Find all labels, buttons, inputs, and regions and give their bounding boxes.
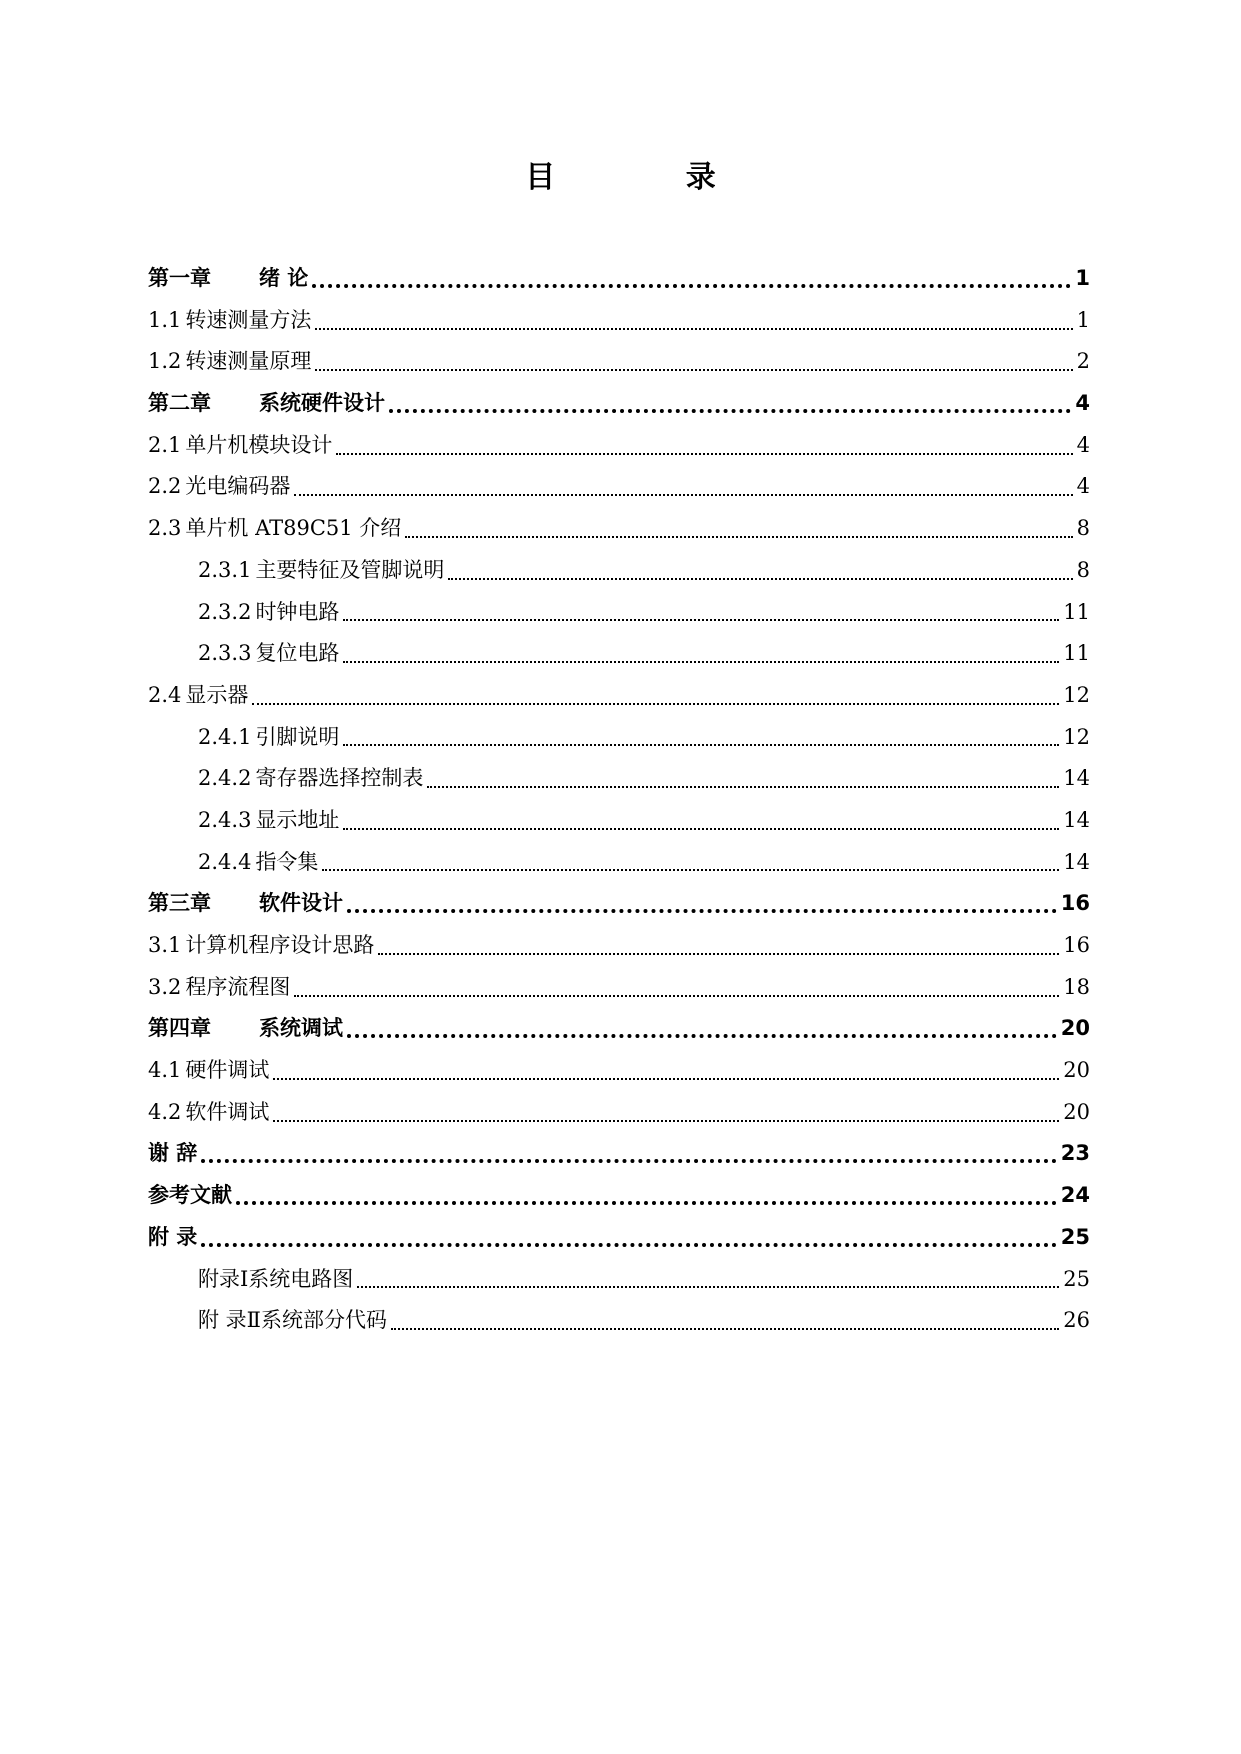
- toc-entry[interactable]: [148, 300, 1090, 342]
- toc-entry-label: [148, 425, 332, 467]
- toc-entry-label: [148, 466, 290, 508]
- toc-entry[interactable]: [148, 1300, 1090, 1342]
- toc-entry-number: 第三章: [148, 891, 211, 916]
- toc-entry-number: 第二章: [148, 391, 211, 416]
- toc-entry-page: 18: [1063, 974, 1090, 999]
- toc-entry[interactable]: [148, 592, 1090, 634]
- toc-entry-label: [148, 883, 343, 925]
- toc-entry-number: 3.1: [148, 933, 182, 957]
- toc-entry[interactable]: [148, 717, 1090, 759]
- toc-entry-page: 24: [1060, 1183, 1090, 1208]
- toc-entry-page: 25: [1063, 1266, 1090, 1291]
- dot-leader: [273, 1078, 1059, 1080]
- toc-entry-title: 单片机 AT89C51 介绍: [185, 516, 402, 541]
- toc-entry-page: 8: [1076, 557, 1090, 582]
- toc-entry-page: 25: [1060, 1224, 1090, 1249]
- toc-entry-title: 显示器: [185, 682, 249, 707]
- toc-entry[interactable]: [148, 1092, 1090, 1134]
- toc-entry-title: 附录Ⅰ系统电路图: [198, 1266, 354, 1291]
- toc-entry-title: 参考文献: [148, 1183, 232, 1208]
- toc-entry[interactable]: [148, 258, 1090, 300]
- toc-entry[interactable]: [148, 842, 1090, 884]
- dot-leader: [273, 1120, 1059, 1122]
- toc-entry-number: 4.1: [148, 1058, 182, 1083]
- toc-entry-title: 软件调试: [185, 1099, 270, 1124]
- dot-leader: [343, 828, 1059, 830]
- toc-entry-label: [148, 258, 308, 300]
- toc-entry-title: 系统调试: [259, 1016, 343, 1041]
- toc-entry-number: 2.4.3: [198, 807, 252, 832]
- toc-entry-title: 复位电路: [255, 641, 340, 666]
- dot-leader: [312, 284, 1071, 288]
- toc-entry-page: 14: [1063, 849, 1090, 874]
- toc-entry[interactable]: [148, 1217, 1090, 1259]
- toc-entry[interactable]: [148, 883, 1090, 925]
- toc-entry[interactable]: [148, 1133, 1090, 1175]
- toc-entry-page: 4: [1076, 432, 1090, 457]
- toc-entry-page: 20: [1060, 1016, 1090, 1041]
- toc-entry-number: 2.4.2: [198, 766, 252, 791]
- dot-leader: [343, 619, 1059, 621]
- toc-entry-label: [148, 1092, 269, 1134]
- toc-entry-title: 显示地址: [255, 807, 340, 832]
- toc-entry-label: [198, 1259, 353, 1301]
- toc-entry-label: [148, 1175, 232, 1217]
- dot-leader: [405, 536, 1072, 538]
- toc-entry-number: 2.1: [148, 432, 182, 457]
- dot-leader: [343, 744, 1059, 746]
- toc-entry-page: 12: [1063, 724, 1090, 749]
- toc-entry-number: 2.2: [148, 474, 182, 499]
- toc-entry-title: 指令集: [255, 849, 319, 874]
- toc-entry-page: 4: [1076, 474, 1090, 499]
- toc-entry-page: 11: [1063, 599, 1090, 624]
- toc-entry-label: [198, 717, 339, 759]
- toc-entry-label: [198, 1300, 387, 1342]
- toc-entry-number: 2.3.2: [198, 599, 252, 624]
- toc-entry-page: 1: [1075, 266, 1090, 290]
- toc-entry[interactable]: [148, 800, 1090, 842]
- toc-entry-title: 时钟电路: [255, 599, 340, 624]
- toc-entry-title: 附 录: [148, 1224, 198, 1249]
- toc-entry[interactable]: [148, 1259, 1090, 1301]
- dot-leader: [347, 909, 1057, 913]
- dot-leader: [315, 369, 1072, 371]
- toc-entry-label: [148, 300, 311, 342]
- toc-entry-label: [198, 592, 339, 634]
- toc-entry[interactable]: [148, 1175, 1090, 1217]
- toc-entry[interactable]: [148, 341, 1090, 383]
- toc-entry-number: 2.4: [148, 682, 182, 707]
- toc-entry-number: 2.3: [148, 516, 182, 541]
- toc-entry-page: 12: [1063, 682, 1090, 707]
- dot-leader: [357, 1286, 1059, 1288]
- toc-entry[interactable]: [148, 508, 1090, 550]
- dot-leader: [391, 1328, 1059, 1330]
- toc-entry[interactable]: [148, 1050, 1090, 1092]
- toc-entry-page: 8: [1076, 516, 1090, 541]
- dot-leader: [315, 328, 1072, 330]
- toc-entry-title: 附 录Ⅱ系统部分代码: [198, 1308, 387, 1333]
- dot-leader: [201, 1243, 1056, 1247]
- dot-leader: [389, 409, 1071, 413]
- dot-leader: [347, 1034, 1057, 1038]
- toc-entry[interactable]: [148, 550, 1090, 592]
- toc-entry-page: 20: [1063, 1058, 1090, 1083]
- toc-entry-label: [148, 967, 290, 1009]
- toc-entry-label: [148, 383, 385, 425]
- toc-entry[interactable]: [148, 925, 1090, 967]
- toc-entry-page: 20: [1063, 1099, 1090, 1124]
- toc-entry-page: 1: [1076, 307, 1090, 332]
- toc-entry-title: 寄存器选择控制表: [255, 766, 424, 791]
- dot-leader: [336, 453, 1072, 455]
- toc-entry-label: [198, 633, 339, 675]
- toc-entry-label: [148, 1008, 343, 1050]
- toc-entry-label: [198, 800, 339, 842]
- toc-entry-title: 程序流程图: [185, 974, 291, 999]
- toc-entry-title: 单片机模块设计: [185, 432, 333, 457]
- toc-entry-title: 光电编码器: [185, 474, 291, 499]
- toc-entry-label: [148, 925, 374, 967]
- toc-entry-label: [148, 1050, 269, 1092]
- toc-entry[interactable]: [148, 466, 1090, 508]
- toc-entry-page: 14: [1063, 807, 1090, 832]
- toc-entry-title: 软件设计: [259, 891, 343, 916]
- toc-entry-title: 引脚说明: [255, 724, 340, 749]
- toc-entry-label: [198, 842, 318, 884]
- toc-entry-label: [148, 508, 401, 550]
- toc-entry-number: 2.3.1: [198, 557, 252, 582]
- dot-leader: [322, 869, 1059, 871]
- dot-leader: [427, 786, 1059, 788]
- dot-leader: [294, 494, 1072, 496]
- toc-entry-number: 第四章: [148, 1016, 211, 1041]
- toc-entry-title: 转速测量原理: [185, 349, 312, 374]
- dot-leader: [236, 1201, 1057, 1205]
- toc-entry-title: 系统硬件设计: [259, 391, 385, 416]
- toc-entry[interactable]: [148, 967, 1090, 1009]
- toc-entry-page: 16: [1060, 891, 1090, 916]
- dot-leader: [448, 578, 1072, 580]
- toc-entry-label: [198, 758, 423, 800]
- toc-entry-number: 1.2: [148, 349, 182, 374]
- toc-entry-title: 转速测量方法: [185, 307, 312, 332]
- toc-entry-number: 2.4.4: [198, 849, 252, 874]
- toc-entry-number: 1.1: [148, 307, 182, 332]
- toc-entry-title: 绪 论: [259, 266, 309, 290]
- toc-entry-label: [198, 550, 444, 592]
- toc-entry-number: 2.4.1: [198, 724, 252, 749]
- toc-entry-title: 计算机程序设计思路: [185, 933, 375, 957]
- toc-entry-page: 26: [1063, 1308, 1090, 1333]
- toc-entry-number: 4.2: [148, 1099, 182, 1124]
- toc-entry-title: 主要特征及管脚说明: [255, 557, 445, 582]
- toc-entry[interactable]: [148, 383, 1090, 425]
- toc-entry-label: [148, 675, 248, 717]
- toc-entry[interactable]: [148, 425, 1090, 467]
- table-of-contents: [148, 258, 1090, 1342]
- toc-entry-label: [148, 1217, 197, 1259]
- toc-entry[interactable]: [148, 758, 1090, 800]
- toc-entry[interactable]: [148, 1008, 1090, 1050]
- toc-entry-page: 23: [1060, 1141, 1090, 1166]
- toc-entry-page: 2: [1076, 349, 1090, 374]
- page-title: 目 录: [525, 160, 776, 195]
- toc-entry-number: 3.2: [148, 974, 182, 999]
- dot-leader: [294, 995, 1059, 997]
- toc-entry-title: 硬件调试: [185, 1058, 270, 1083]
- toc-entry-page: 14: [1063, 766, 1090, 791]
- toc-entry-page: 11: [1063, 641, 1090, 666]
- dot-leader: [378, 953, 1059, 955]
- toc-entry-number: 第一章: [148, 266, 211, 290]
- toc-entry-title: 谢 辞: [148, 1141, 198, 1166]
- toc-entry[interactable]: [148, 675, 1090, 717]
- toc-entry-number: 2.3.3: [198, 641, 252, 666]
- toc-entry-label: [148, 341, 311, 383]
- toc-entry-page: 16: [1063, 933, 1090, 957]
- dot-leader: [201, 1159, 1056, 1163]
- toc-entry-label: [148, 1133, 197, 1175]
- dot-leader: [343, 661, 1059, 663]
- dot-leader: [252, 703, 1059, 705]
- toc-entry[interactable]: [148, 633, 1090, 675]
- toc-entry-page: 4: [1075, 391, 1090, 416]
